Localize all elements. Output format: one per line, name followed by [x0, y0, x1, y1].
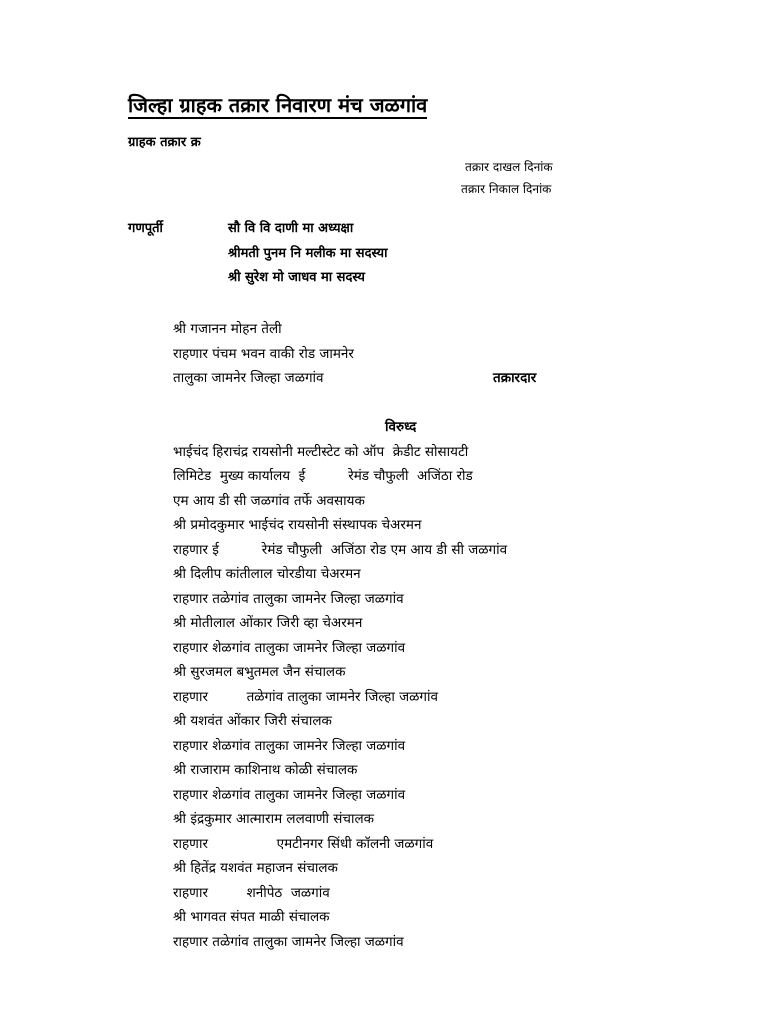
respondent-line: एम आय डी सी जळगांव तर्फे अवसायक [173, 492, 365, 509]
complainant-address-line [173, 368, 733, 393]
complainant-address: तालुका जामनेर जिल्हा जळगांव [173, 370, 324, 386]
party-list [173, 319, 733, 956]
respondent-line: श्री मोतीलाल ओंकार जिरी व्हा चेअरमन [173, 615, 363, 631]
respondent-line: भाईचंद हिराचंद्र रायसोनी मल्टीस्टेट को ऑप क्रेडीट सोसायटी [173, 443, 469, 460]
respondent-line: राहणार एमटीनगर सिंधी कॉलनी जळगांव [173, 835, 434, 852]
document-title: जिल्हा ग्राहक तक्रार निवारण मंच जळगांव [128, 93, 428, 117]
respondent-line: राहणार तळेगांव तालुका जामनेर जिल्हा जळगांव [173, 933, 404, 950]
respondent-line: राहणार तळेगांव तालुका जामनेर जिल्हा जळगांव [173, 688, 438, 705]
respondent-line: श्री भागवत संपत माळी संचालक [173, 909, 330, 925]
respondent-line: श्री राजाराम काशिनाथ कोळी संचालक [173, 762, 358, 778]
respondent-line: श्री दिलीप कांतीलाल चोरडीया चेअरमन [173, 566, 361, 582]
respondent-line: राहणार शेळगांव तालुका जामनेर जिल्हा जळगांव [173, 737, 406, 754]
complaint-number-label: ग्राहक तक्रार क्र [128, 135, 201, 150]
complainant-name: श्री गजानन मोहन तेली [173, 321, 282, 337]
respondent-line: राहणार शेळगांव तालुका जामनेर जिल्हा जळगांव [173, 639, 406, 656]
spacer [173, 393, 733, 418]
respondent-line: श्री हितेंद्र यशवंत महाजन संचालक [173, 860, 338, 876]
complainant-role: तक्रारदार [493, 370, 537, 386]
respondent-line: श्री सुरजमल बभुतमल जैन संचालक [173, 664, 346, 680]
disposed-date-label: तक्रार निकाल दिनांक [461, 182, 552, 196]
respondent-line: श्री यशवंत ओंकार जिरी संचालक [173, 713, 332, 729]
respondent-line: राहणार शनीपेठ जळगांव [173, 884, 330, 901]
respondent-line: राहणार शेळगांव तालुका जामनेर जिल्हा जळगांव [173, 786, 406, 803]
quorum-member: श्रीमती पुनम नि मलीक मा सदस्या [228, 246, 388, 261]
quorum-member: श्री सुरेश मो जाधव मा सदस्य [228, 270, 365, 285]
complainant-address: राहणार पंचम भवन वाकी रोड जामनेर [173, 345, 354, 362]
respondent-line: श्री प्रमोदकुमार भाईचंद रायसोनी संस्थापक चेअरमन [173, 517, 422, 533]
quorum-label: गणपूर्ती [128, 221, 163, 236]
filed-date-label: तक्रार दाखल दिनांक [465, 160, 553, 174]
quorum-member: सौ वि वि दाणी मा अध्यक्षा [228, 221, 354, 236]
respondent-line: लिमिटेड मुख्य कार्यालय ई रेमंड चौफुली अजिंठा रोड [173, 468, 473, 484]
respondent-line: राहणार तळेगांव तालुका जामनेर जिल्हा जळगांव [173, 590, 404, 607]
respondent-line: राहणार ई रेमंड चौफुली अजिंठा रोड एम आय डी सी जळगांव [173, 541, 508, 558]
versus-heading: विरुध्द [385, 419, 417, 435]
respondent-line: श्री इंद्रकुमार आत्माराम ललवाणी संचालक [173, 811, 375, 827]
